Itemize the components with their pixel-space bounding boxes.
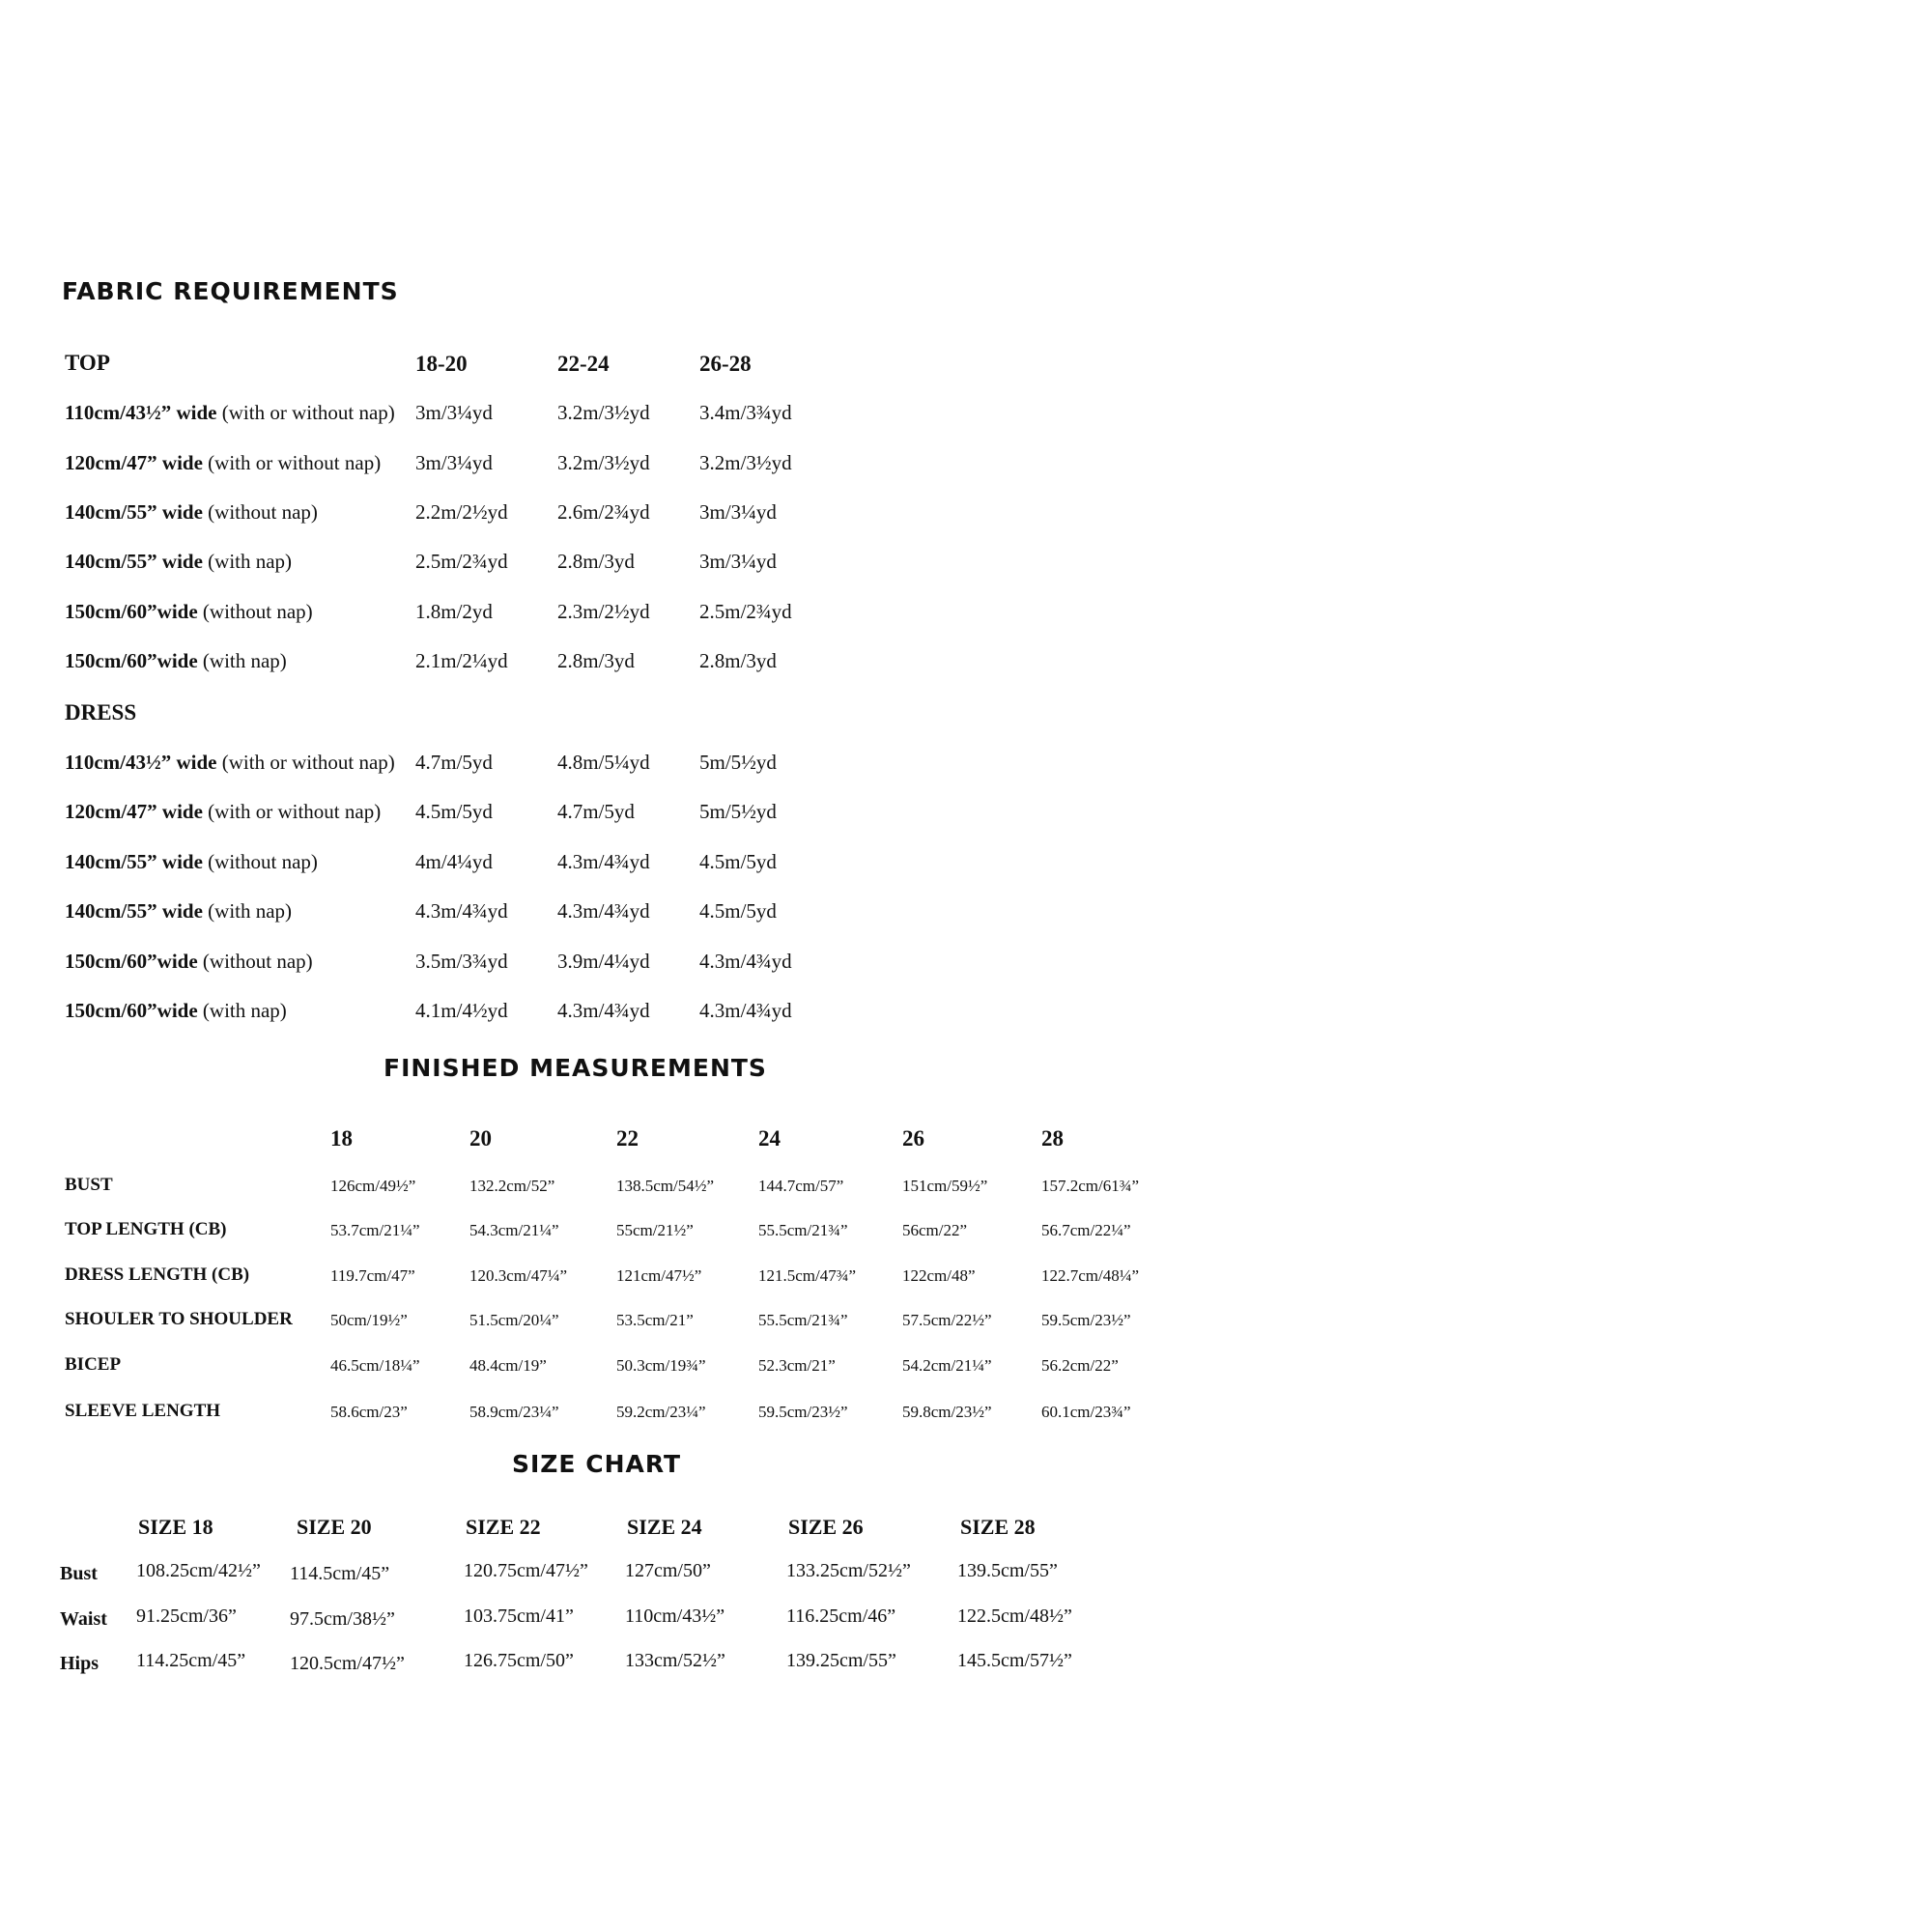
- nap-note: (with or without nap): [216, 751, 395, 774]
- measurement-value: 151cm/59½”: [902, 1177, 988, 1195]
- nap-note: (with nap): [202, 899, 293, 923]
- measurement-value: 59.2cm/23¼”: [616, 1403, 706, 1421]
- measurement-value: 119.7cm/47”: [330, 1266, 415, 1285]
- size-chart-value: 126.75cm/50”: [464, 1650, 574, 1671]
- nap-note: (with nap): [197, 999, 287, 1022]
- finished-measurements-heading: FINISHED MEASUREMENTS: [384, 1054, 767, 1082]
- fabric-width-label: [65, 802, 381, 822]
- fabric-amount: 2.6m/2¾yd: [557, 500, 650, 524]
- fabric-width-label: [65, 602, 313, 622]
- finished-size-header: 26: [902, 1126, 924, 1151]
- size-chart-header: SIZE 22: [466, 1515, 541, 1539]
- size-chart-row-label: Hips: [60, 1653, 99, 1674]
- top-size-header: 26-28: [699, 352, 752, 376]
- measurement-value: 51.5cm/20¼”: [469, 1311, 559, 1329]
- size-chart-value: 91.25cm/36”: [136, 1605, 237, 1627]
- measurement-value: 55cm/21½”: [616, 1221, 694, 1239]
- measurement-value: 53.7cm/21¼”: [330, 1221, 420, 1239]
- fabric-width: 150cm/60”wide: [65, 999, 198, 1022]
- fabric-width-label: [65, 1001, 287, 1021]
- fabric-amount: 4.5m/5yd: [415, 800, 493, 823]
- measurement-label: TOP LENGTH (CB): [65, 1219, 227, 1239]
- size-chart-value: 120.5cm/47½”: [290, 1653, 405, 1674]
- nap-note: (with nap): [197, 649, 287, 672]
- top-size-header: 18-20: [415, 352, 468, 376]
- measurement-value: 59.5cm/23½”: [758, 1403, 848, 1421]
- measurement-value: 54.2cm/21¼”: [902, 1356, 992, 1375]
- measurement-value: 120.3cm/47¼”: [469, 1266, 568, 1285]
- measurement-value: 126cm/49½”: [330, 1177, 416, 1195]
- fabric-amount: 5m/5½yd: [699, 751, 777, 774]
- measurement-value: 144.7cm/57”: [758, 1177, 844, 1195]
- measurement-value: 58.9cm/23¼”: [469, 1403, 559, 1421]
- fabric-width: 140cm/55” wide: [65, 850, 203, 873]
- fabric-width-label: [65, 753, 395, 773]
- finished-size-header: 20: [469, 1126, 492, 1151]
- nap-note: (with or without nap): [202, 800, 382, 823]
- measurement-value: 157.2cm/61¾”: [1041, 1177, 1140, 1195]
- fabric-width: 140cm/55” wide: [65, 899, 203, 923]
- finished-size-header: 28: [1041, 1126, 1064, 1151]
- fabric-width-label: [65, 502, 318, 523]
- size-chart-value: 133cm/52½”: [625, 1650, 725, 1671]
- measurement-value: 46.5cm/18¼”: [330, 1356, 420, 1375]
- fabric-amount: 3.2m/3½yd: [699, 451, 792, 474]
- nap-note: (with or without nap): [202, 451, 382, 474]
- nap-note: (with or without nap): [216, 401, 395, 424]
- measurement-value: 132.2cm/52”: [469, 1177, 555, 1195]
- fabric-width-label: [65, 901, 292, 922]
- size-chart-value: 114.25cm/45”: [136, 1650, 246, 1671]
- size-chart-value: 120.75cm/47½”: [464, 1560, 588, 1581]
- fabric-width-label: [65, 453, 381, 473]
- measurement-value: 48.4cm/19”: [469, 1356, 547, 1375]
- fabric-amount: 4.5m/5yd: [699, 850, 777, 873]
- size-chart-value: 116.25cm/46”: [786, 1605, 896, 1627]
- measurement-label: BUST: [65, 1175, 113, 1195]
- fabric-amount: 4.3m/4¾yd: [557, 899, 650, 923]
- size-chart-value: 114.5cm/45”: [290, 1563, 390, 1584]
- fabric-amount: 2.2m/2½yd: [415, 500, 508, 524]
- measurement-value: 57.5cm/22½”: [902, 1311, 992, 1329]
- measurement-value: 138.5cm/54½”: [616, 1177, 715, 1195]
- fabric-amount: 2.8m/3yd: [557, 550, 635, 573]
- size-chart-heading: SIZE CHART: [512, 1450, 682, 1478]
- size-chart-header: SIZE 26: [788, 1515, 864, 1539]
- fabric-amount: 3m/3¼yd: [415, 451, 493, 474]
- fabric-width: 150cm/60”wide: [65, 649, 198, 672]
- measurement-value: 58.6cm/23”: [330, 1403, 408, 1421]
- fabric-amount: 2.5m/2¾yd: [415, 550, 508, 573]
- fabric-width-label: [65, 651, 287, 671]
- fabric-amount: 3m/3¼yd: [699, 550, 777, 573]
- measurement-value: 50cm/19½”: [330, 1311, 408, 1329]
- measurement-value: 55.5cm/21¾”: [758, 1221, 848, 1239]
- measurement-value: 54.3cm/21¼”: [469, 1221, 559, 1239]
- dress-section-label: DRESS: [65, 700, 137, 724]
- measurement-value: 59.8cm/23½”: [902, 1403, 992, 1421]
- fabric-amount: 2.8m/3yd: [557, 649, 635, 672]
- size-chart-value: 127cm/50”: [625, 1560, 711, 1581]
- fabric-width: 140cm/55” wide: [65, 550, 203, 573]
- size-chart-header: SIZE 28: [960, 1515, 1036, 1539]
- fabric-amount: 4.8m/5¼yd: [557, 751, 650, 774]
- size-chart-value: 133.25cm/52½”: [786, 1560, 911, 1581]
- measurement-value: 55.5cm/21¾”: [758, 1311, 848, 1329]
- fabric-width-label: [65, 403, 395, 423]
- finished-size-header: 24: [758, 1126, 781, 1151]
- size-chart-row-label: Bust: [60, 1563, 98, 1584]
- fabric-width: 110cm/43½” wide: [65, 751, 217, 774]
- fabric-width-label: [65, 952, 313, 972]
- measurement-value: 56.7cm/22¼”: [1041, 1221, 1131, 1239]
- measurement-value: 52.3cm/21”: [758, 1356, 836, 1375]
- size-chart-row-label: Waist: [60, 1608, 107, 1630]
- fabric-width: 140cm/55” wide: [65, 500, 203, 524]
- fabric-amount: 1.8m/2yd: [415, 600, 493, 623]
- measurement-value: 56cm/22”: [902, 1221, 968, 1239]
- top-section-label: TOP: [65, 351, 110, 375]
- measurement-value: 56.2cm/22”: [1041, 1356, 1119, 1375]
- size-chart-value: 145.5cm/57½”: [957, 1650, 1072, 1671]
- size-chart-value: 108.25cm/42½”: [136, 1560, 261, 1581]
- measurement-value: 60.1cm/23¾”: [1041, 1403, 1131, 1421]
- top-size-header: 22-24: [557, 352, 610, 376]
- measurement-label: DRESS LENGTH (CB): [65, 1264, 250, 1285]
- fabric-width: 120cm/47” wide: [65, 800, 203, 823]
- fabric-amount: 2.5m/2¾yd: [699, 600, 792, 623]
- fabric-requirements-heading: FABRIC REQUIREMENTS: [62, 277, 399, 305]
- fabric-width-label: [65, 552, 292, 572]
- measurement-label: SLEEVE LENGTH: [65, 1401, 221, 1421]
- measurement-label: SHOULER TO SHOULDER: [65, 1309, 293, 1329]
- fabric-amount: 4.5m/5yd: [699, 899, 777, 923]
- nap-note: (without nap): [197, 950, 313, 973]
- finished-size-header: 18: [330, 1126, 353, 1151]
- size-chart-value: 122.5cm/48½”: [957, 1605, 1072, 1627]
- nap-note: (with nap): [202, 550, 293, 573]
- fabric-width: 120cm/47” wide: [65, 451, 203, 474]
- measurement-value: 122cm/48”: [902, 1266, 976, 1285]
- fabric-width: 150cm/60”wide: [65, 950, 198, 973]
- fabric-amount: 2.3m/2½yd: [557, 600, 650, 623]
- size-chart-header: SIZE 18: [138, 1515, 213, 1539]
- measurement-value: 121.5cm/47¾”: [758, 1266, 857, 1285]
- size-chart-value: 97.5cm/38½”: [290, 1608, 395, 1630]
- measurement-value: 53.5cm/21”: [616, 1311, 694, 1329]
- size-chart-value: 103.75cm/41”: [464, 1605, 574, 1627]
- size-chart-value: 139.5cm/55”: [957, 1560, 1058, 1581]
- finished-size-header: 22: [616, 1126, 639, 1151]
- fabric-amount: 4.1m/4½yd: [415, 999, 508, 1022]
- fabric-amount: 4m/4¼yd: [415, 850, 493, 873]
- size-chart-value: 110cm/43½”: [625, 1605, 725, 1627]
- fabric-amount: 4.3m/4¾yd: [557, 999, 650, 1022]
- size-chart-value: 139.25cm/55”: [786, 1650, 896, 1671]
- fabric-amount: 4.3m/4¾yd: [699, 950, 792, 973]
- fabric-amount: 3m/3¼yd: [415, 401, 493, 424]
- nap-note: (without nap): [202, 500, 318, 524]
- nap-note: (without nap): [197, 600, 313, 623]
- size-chart-header: SIZE 20: [297, 1515, 372, 1539]
- fabric-amount: 4.3m/4¾yd: [699, 999, 792, 1022]
- fabric-width-label: [65, 852, 318, 872]
- measurement-value: 59.5cm/23½”: [1041, 1311, 1131, 1329]
- fabric-width: 110cm/43½” wide: [65, 401, 217, 424]
- fabric-amount: 3.2m/3½yd: [557, 401, 650, 424]
- size-chart-header: SIZE 24: [627, 1515, 702, 1539]
- fabric-amount: 3.9m/4¼yd: [557, 950, 650, 973]
- fabric-amount: 3.5m/3¾yd: [415, 950, 508, 973]
- measurement-label: BICEP: [65, 1354, 122, 1375]
- fabric-amount: 2.8m/3yd: [699, 649, 777, 672]
- measurement-value: 50.3cm/19¾”: [616, 1356, 706, 1375]
- fabric-amount: 4.7m/5yd: [557, 800, 635, 823]
- fabric-amount: 4.7m/5yd: [415, 751, 493, 774]
- fabric-amount: 5m/5½yd: [699, 800, 777, 823]
- fabric-amount: 3.2m/3½yd: [557, 451, 650, 474]
- fabric-amount: 3.4m/3¾yd: [699, 401, 792, 424]
- fabric-amount: 2.1m/2¼yd: [415, 649, 508, 672]
- measurement-value: 121cm/47½”: [616, 1266, 702, 1285]
- nap-note: (without nap): [202, 850, 318, 873]
- fabric-amount: 4.3m/4¾yd: [415, 899, 508, 923]
- fabric-amount: 4.3m/4¾yd: [557, 850, 650, 873]
- fabric-amount: 3m/3¼yd: [699, 500, 777, 524]
- fabric-width: 150cm/60”wide: [65, 600, 198, 623]
- measurement-value: 122.7cm/48¼”: [1041, 1266, 1140, 1285]
